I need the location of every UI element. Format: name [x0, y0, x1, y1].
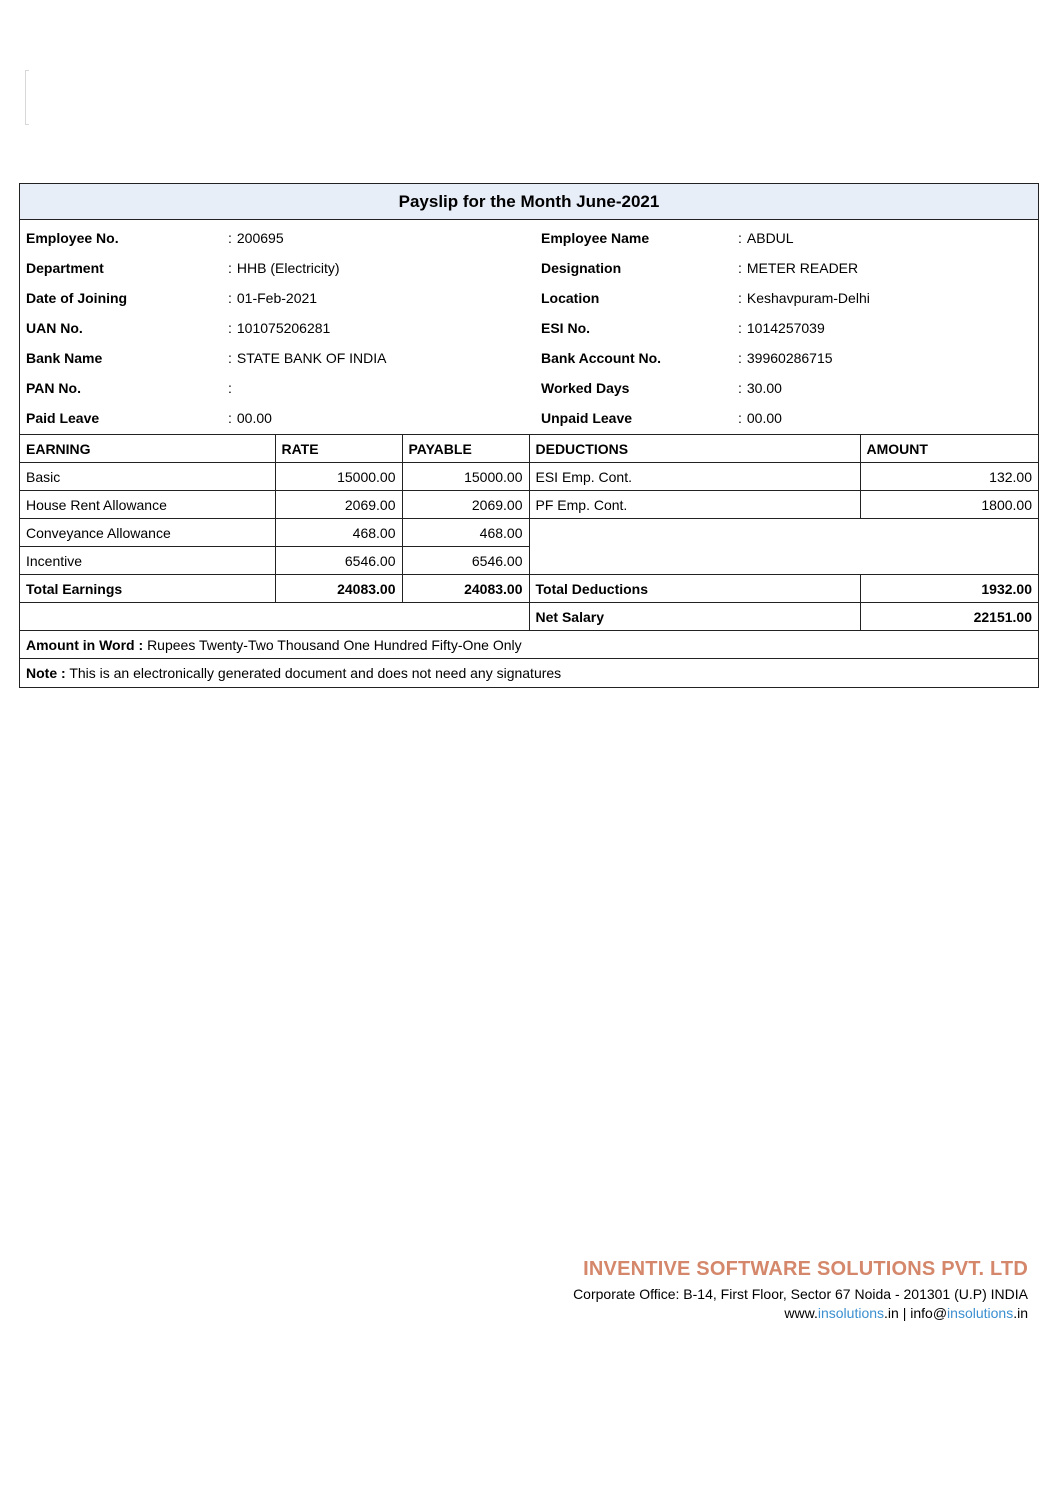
- bank-name-value: STATE BANK OF INDIA: [236, 350, 387, 366]
- info-row: [20, 403, 1038, 433]
- paid-leave-value: 00.00: [236, 410, 272, 426]
- employee-no-value: 200695: [236, 230, 284, 246]
- employee-name-value: ABDUL: [746, 230, 794, 246]
- note-value: This is an electronically generated document and does not need any signatures: [69, 664, 562, 681]
- contact-separator: |: [898, 1305, 911, 1321]
- bank-account-label: Bank Account No.: [541, 350, 662, 366]
- info-row: [20, 343, 1038, 373]
- total-deductions-label: Total Deductions: [529, 575, 860, 603]
- uan-no-label: UAN No.: [26, 320, 83, 336]
- colon: :: [228, 230, 232, 246]
- deduction-amount: 1800.00: [860, 491, 1038, 519]
- earning-rate: 468.00: [275, 519, 402, 547]
- deduction-name: ESI Emp. Cont.: [529, 463, 860, 491]
- website-suffix: .in: [884, 1305, 899, 1321]
- colon: :: [228, 290, 232, 306]
- salary-table: [20, 434, 1038, 687]
- designation-value: METER READER: [746, 260, 859, 276]
- location-label: Location: [541, 290, 600, 306]
- worked-days-value: 30.00: [746, 380, 782, 396]
- amount-in-word-value: Rupees Twenty-Two Thousand One Hundred Fifty-One Only: [147, 636, 522, 653]
- colon: :: [738, 350, 742, 366]
- earning-name: House Rent Allowance: [20, 491, 275, 519]
- esi-no-label: ESI No.: [541, 320, 591, 336]
- pan-no-label: PAN No.: [26, 380, 81, 396]
- net-salary-label: Net Salary: [529, 603, 860, 631]
- date-of-joining-label: Date of Joining: [26, 290, 128, 306]
- company-name: INVENTIVE SOFTWARE SOLUTIONS PVT. LTD: [583, 1258, 1028, 1280]
- amount-in-word-row: [20, 631, 1038, 659]
- earning-name: Incentive: [20, 547, 275, 575]
- amount-in-word-label: Amount in Word :: [26, 636, 144, 653]
- payslip-title: Payslip for the Month June-2021: [20, 184, 1038, 220]
- colon: :: [228, 410, 232, 426]
- info-row: [20, 373, 1038, 403]
- total-earnings-label: Total Earnings: [20, 575, 275, 603]
- deduction-amount: 132.00: [860, 463, 1038, 491]
- colon: :: [228, 320, 232, 336]
- total-earnings-rate: 24083.00: [275, 575, 402, 603]
- total-earnings-payable: 24083.00: [402, 575, 529, 603]
- info-row: [20, 283, 1038, 313]
- company-contact: [573, 1304, 1028, 1323]
- info-row: [20, 313, 1038, 343]
- colon: :: [228, 380, 232, 396]
- earning-payable: 6546.00: [402, 547, 529, 575]
- empty-deduction-cell: [529, 519, 1038, 575]
- table-row: [20, 463, 1038, 491]
- unpaid-leave-value: 00.00: [746, 410, 782, 426]
- info-row: [20, 253, 1038, 283]
- colon: :: [738, 260, 742, 276]
- payable-header: PAYABLE: [402, 435, 529, 463]
- earning-payable: 2069.00: [402, 491, 529, 519]
- esi-no-value: 1014257039: [746, 320, 825, 336]
- deductions-header: DEDUCTIONS: [529, 435, 860, 463]
- employee-no-label: Employee No.: [26, 230, 119, 246]
- info-row: [20, 223, 1038, 253]
- table-header-row: [20, 435, 1038, 463]
- email-suffix: .in: [1013, 1305, 1028, 1321]
- website-link[interactable]: insolutions: [817, 1305, 885, 1321]
- earning-payable: 15000.00: [402, 463, 529, 491]
- earning-rate: 2069.00: [275, 491, 402, 519]
- employee-name-label: Employee Name: [541, 230, 650, 246]
- email-link[interactable]: insolutions: [947, 1305, 1014, 1321]
- colon: :: [738, 410, 742, 426]
- earning-rate: 6546.00: [275, 547, 402, 575]
- deduction-name: PF Emp. Cont.: [529, 491, 860, 519]
- unpaid-leave-label: Unpaid Leave: [541, 410, 633, 426]
- email-user: info@: [910, 1305, 948, 1321]
- table-row: [20, 491, 1038, 519]
- company-address: Corporate Office: B-14, First Floor, Sector 67 Noida - 201301 (U.P) INDIA: [573, 1286, 1028, 1302]
- location-value: Keshavpuram-Delhi: [746, 290, 870, 306]
- colon: :: [738, 320, 742, 336]
- margin-mark: [25, 70, 29, 125]
- payslip-card: [19, 183, 1039, 688]
- colon: :: [738, 380, 742, 396]
- department-value: HHB (Electricity): [236, 260, 340, 276]
- colon: :: [228, 260, 232, 276]
- earning-rate: 15000.00: [275, 463, 402, 491]
- earning-header: EARNING: [20, 435, 275, 463]
- colon: :: [228, 350, 232, 366]
- paid-leave-label: Paid Leave: [26, 410, 100, 426]
- net-salary-row: [20, 603, 1038, 631]
- colon: :: [738, 230, 742, 246]
- rate-header: RATE: [275, 435, 402, 463]
- totals-row: [20, 575, 1038, 603]
- earning-name: Basic: [20, 463, 275, 491]
- website-prefix: www.: [784, 1305, 818, 1321]
- uan-no-value: 101075206281: [236, 320, 331, 336]
- net-salary-value: 22151.00: [860, 603, 1038, 631]
- designation-label: Designation: [541, 260, 622, 276]
- footer: [573, 1258, 1028, 1323]
- amount-header: AMOUNT: [860, 435, 1038, 463]
- total-deductions-amount: 1932.00: [860, 575, 1038, 603]
- worked-days-label: Worked Days: [541, 380, 630, 396]
- bank-account-value: 39960286715: [746, 350, 833, 366]
- earning-payable: 468.00: [402, 519, 529, 547]
- earning-name: Conveyance Allowance: [20, 519, 275, 547]
- note-label: Note :: [26, 664, 66, 681]
- employee-info: [20, 220, 1038, 434]
- department-label: Department: [26, 260, 104, 276]
- empty-earnings-cell: [20, 603, 529, 631]
- bank-name-label: Bank Name: [26, 350, 103, 366]
- date-of-joining-value: 01-Feb-2021: [236, 290, 318, 306]
- table-row: [20, 519, 1038, 547]
- colon: :: [738, 290, 742, 306]
- note-row: [20, 659, 1038, 687]
